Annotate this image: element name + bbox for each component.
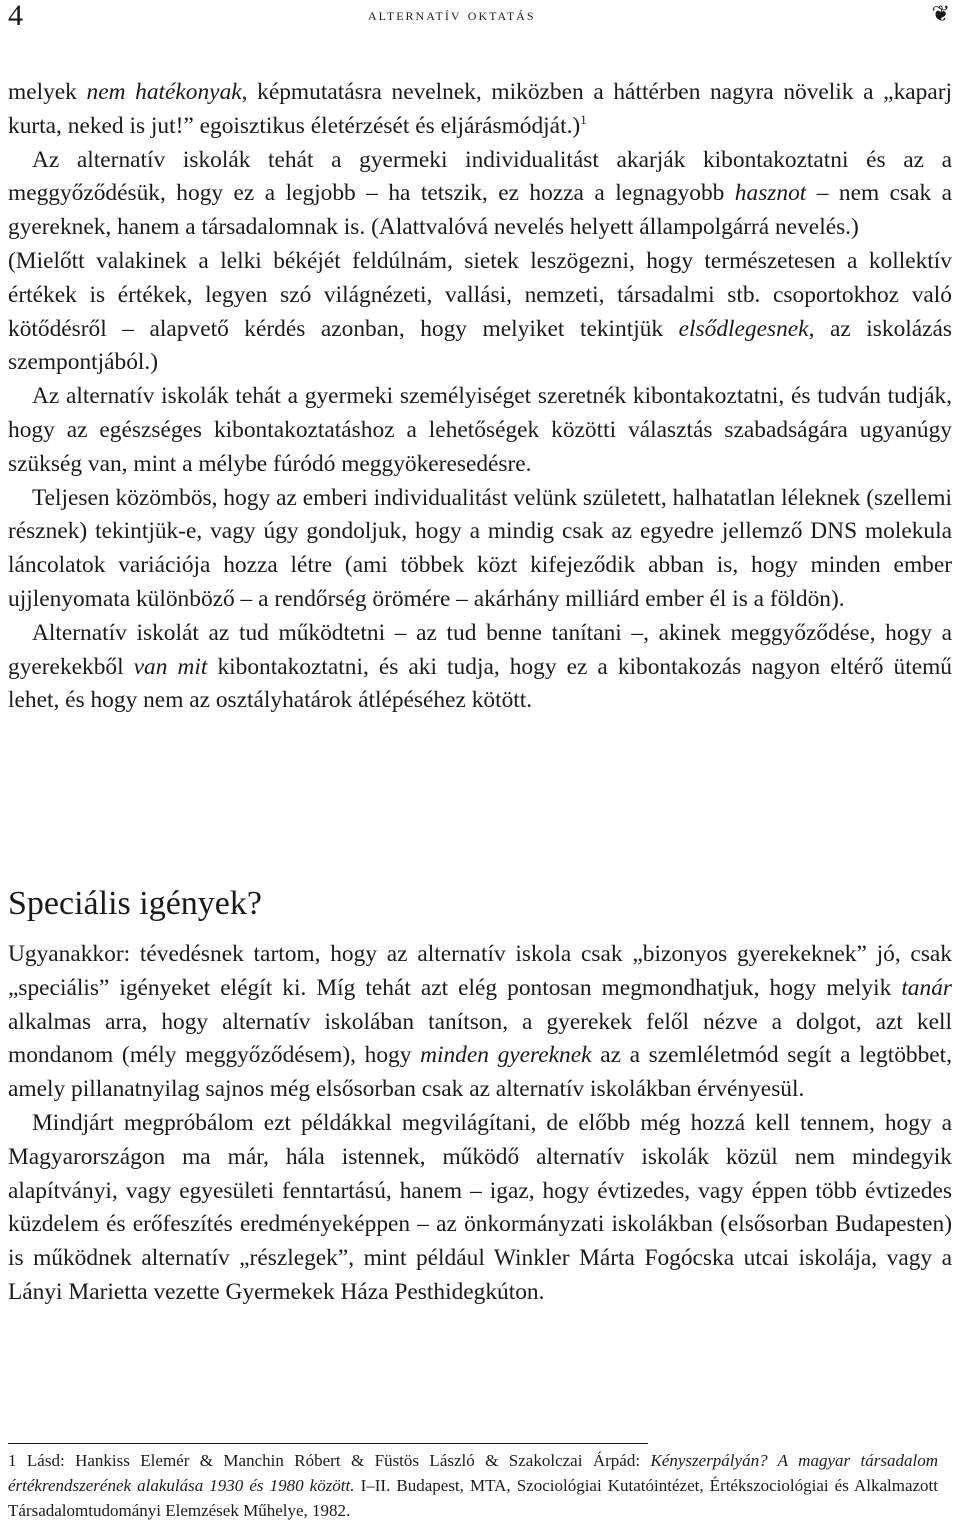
emphasis: minden gyereknek [420, 1042, 592, 1069]
text-run: Ugyanakkor: tévedésnek tartom, hogy az alternatív iskola csak „bizonyos gyerekeknek” jó, csak „speciális” igényeket elégít ki. Míg tehát azt elég pontosan megmondhatjuk, hogy melyik [8, 941, 952, 1001]
section-paragraph-1 [8, 938, 952, 1107]
text-run: kibontakoztatni, és aki tudja, hogy ez a kibontakozás nagyon eltérő ütemű lehet, és hogy nem az osztályhatárok átlépéséhez kötött. [8, 653, 953, 714]
paragraph-1 [8, 76, 952, 144]
text-run: – nem csak a gyereknek, hanem a társadalomnak is. (Alattvalóvá nevelés helyett állampolgárrá nevelés.) [8, 180, 952, 241]
body-text [8, 76, 952, 718]
text-run: Lásd: Hankiss Elemér & Manchin Róbert & Füstös László & Szakolczai Árpád: [16, 1451, 651, 1470]
text-run: Teljesen közömbös, hogy az emberi individualitást velünk született, halhatatlan léleknek (szellemi résznek) tekintjük-e, vagy úgy gondoljuk, hogy a mindig csak az egyedre jellemző DNS molekula láncolatok variációja hozza létre (ami többek közt kifejeződik abban is, hogy minden ember ujjlenyomata különböző – a rendőrség örömére – akárhány milliárd ember él is a földön). [8, 484, 952, 612]
paragraph-3 [8, 245, 952, 380]
section-paragraph-2 [8, 1107, 952, 1310]
text-run: Alternatív iskolát az tud működtetni – az tud benne tanítani –, akinek meggyőződése, hogy a gyerekekből [8, 619, 952, 680]
footnote-number: 1 [8, 1451, 17, 1470]
text-run: Az alternatív iskolák tehát a gyermeki individualitást akarják kibontakoztatni és az a meggyőződésük, hogy ez a legjobb – ha tetszik, ez hozza a legnagyobb [8, 146, 952, 207]
text-run: I–II. Budapest, MTA, Szociológiai Kutatóintézet, Értékszociológiai és Alkalmazott Társadalomtudományi Elemzések Műhelye, 1982. [8, 1476, 938, 1520]
emphasis: nem hatékonyak [86, 79, 242, 105]
text-run: melyek [8, 79, 87, 105]
text-run: alkalmas arra, hogy alternatív iskolában tanítson, a gyerekek felől nézve a dolgot, azt kell mondanom (mély meggyőződésem), hogy [8, 1008, 952, 1069]
emphasis: elsődlegesnek [678, 315, 809, 342]
text-run: az a szemléletmód segít a legtöbbet, amely pillanatnyilag sajnos még elsősorban csak az alternatív iskolákban érvényesül. [8, 1042, 953, 1103]
text-run: Az alternatív iskolák tehát a gyermeki személyiséget szeretnék kibontakoztatni, és tudván tudják, hogy az egészséges kibontakoztatáshoz a lehetőségek közötti választás szabadságára ugyanúgy szükség van, mint a mélybe fúródó meggyökeresedésre. [8, 383, 952, 477]
text-run: Mindjárt megpróbálom ezt példákkal megvilágítani, de előbb még hozzá kell tennem, hogy a Magyarországon ma már, hála istennek, működő alternatív iskolák közül nem mindegyik alapítványi, vagy egyesületi fenntartású, hanem – igaz, hogy évtizedes, vagy éppen több évtizedes küzdelem és erőfeszítés eredményeképpen – az önkormányzati iskolákban (elsősorban Budapesten) is működnek alternatív „részlegek”, mint például Winkler Márta Fogócska utcai iskolája, vagy a Lányi Marietta vezette Gyermekek Háza Pesthidegkúton. [8, 1109, 952, 1305]
section-text [8, 938, 952, 1310]
running-head: alternatív oktatás [368, 5, 536, 24]
emphasis: tanár [901, 974, 952, 1001]
page-number: 4 [8, 0, 23, 32]
book-title: Kényszerpályán? A magyar társadalom értékrendszerének alakulása 1930 és 1980 között. [8, 1451, 938, 1495]
paragraph-6 [8, 617, 952, 718]
leaf-ornament-icon: ❦ [931, 2, 950, 27]
section-heading: Speciális igények? [8, 885, 262, 922]
paragraph-4 [8, 380, 952, 481]
paragraph-5 [8, 482, 952, 617]
text-run: , az iskolázás szempontjából.) [8, 315, 953, 376]
emphasis: hasznot [734, 180, 807, 207]
text-run: (Mielőtt valakinek a lelki békéjét feldúlnám, sietek leszögezni, hogy természetesen a kollektív értékek is értékek, legyen szó világnézeti, vallási, nemzeti, társadalmi stb. csoportokhoz való kötődésről – alapvető kérdés azonban, hogy melyiket tekintjük [8, 247, 952, 342]
emphasis: van mit [133, 653, 208, 680]
text-run: , képmutatásra nevelnek, miközben a háttérben nagyra növelik a „kaparj kurta, neked is jut!” egoisztikus életérzését és eljárásmódját.) [8, 79, 953, 139]
footnote-reference[interactable]: 1 [580, 111, 587, 127]
paragraph-2 [8, 144, 952, 245]
footnote-divider [8, 1443, 648, 1444]
footnote [8, 1448, 938, 1523]
